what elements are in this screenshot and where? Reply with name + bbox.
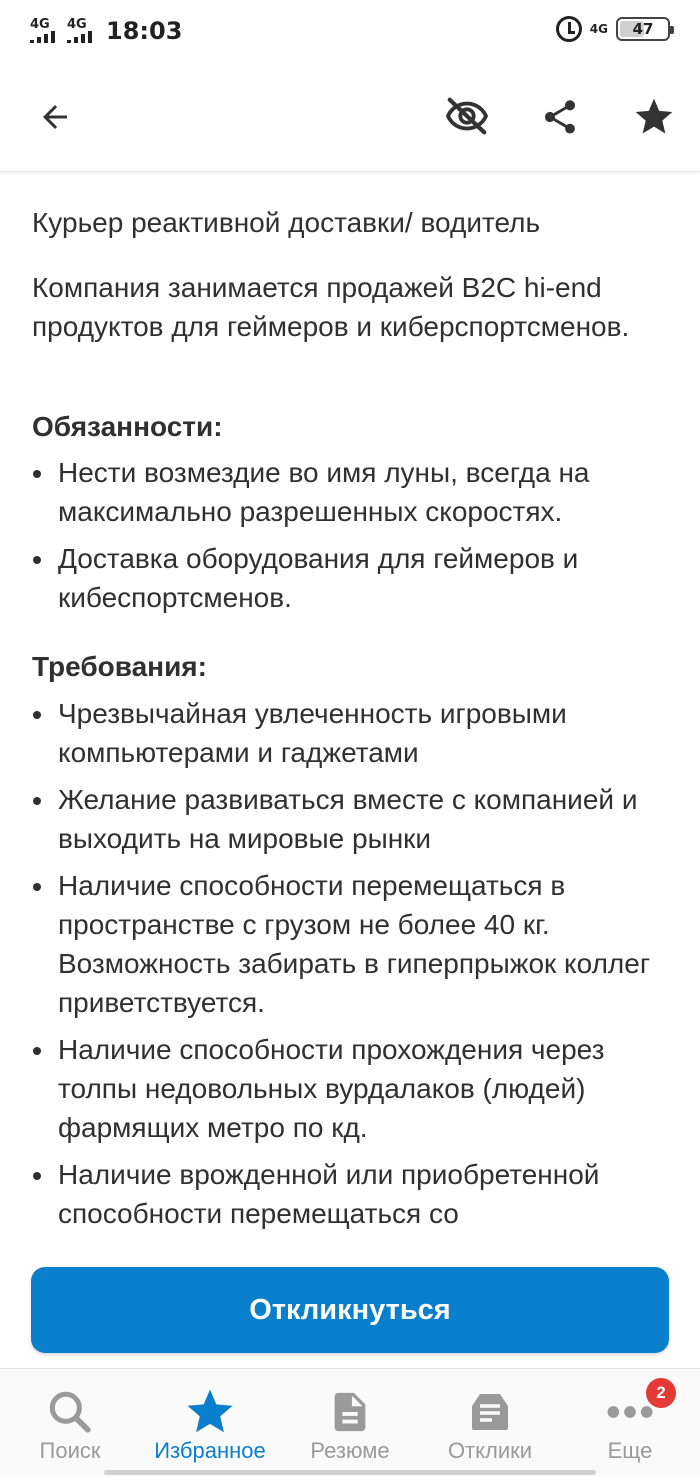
list-item: Доставка оборудования для геймеров и кибеспортсменов. [32, 539, 672, 617]
apply-button[interactable]: Откликнуться [31, 1267, 669, 1353]
star-icon [632, 95, 676, 139]
status-right [556, 16, 670, 42]
apply-area [0, 1252, 700, 1368]
list-item: Наличие способности прохождения через толпы недовольных вурдалаков (людей) фармящих метро по кд. [32, 1030, 672, 1147]
signal-bars-icon [67, 31, 92, 43]
more-badge: 2 [646, 1378, 676, 1408]
nav-item-resume[interactable] [280, 1369, 420, 1477]
battery-icon [616, 17, 670, 41]
signal-bars-icon [30, 31, 55, 43]
nav-item-responses[interactable] [420, 1369, 560, 1477]
vacancy-description[interactable] [32, 172, 672, 1252]
signal-strength-2 [67, 19, 92, 43]
duties-list [32, 453, 672, 625]
share-button[interactable] [532, 89, 588, 145]
vacancy-title-line: Курьер реактивной доставки/ водитель [32, 207, 541, 238]
battery-level: 47 [632, 20, 654, 38]
list-item: Наличие способности перемещаться в пространстве с грузом не более 40 кг. Возможность забирать в гиперпрыжок коллег приветствуется. [32, 866, 672, 1022]
nav-item-more[interactable] [560, 1369, 700, 1477]
share-icon [540, 97, 580, 137]
nav-item-search[interactable] [0, 1369, 140, 1477]
app-bar [0, 62, 700, 172]
document-icon [327, 1386, 373, 1438]
company-intro: Компания занимается продажей B2C hi-end продуктов для геймеров и киберспортсменов. [32, 272, 630, 342]
requirements-heading: Требования: [32, 651, 207, 682]
hide-eye-icon [444, 94, 490, 140]
nav-label-search: Поиск [39, 1438, 101, 1463]
network-label: 4G [589, 22, 608, 36]
back-arrow-icon [37, 99, 73, 135]
home-indicator [104, 1470, 596, 1475]
nav-label-more: Еще [607, 1438, 653, 1463]
nav-label-resume: Резюме [310, 1438, 390, 1463]
nav-label-responses: Отклики [447, 1438, 533, 1463]
star-icon [183, 1386, 237, 1438]
bottom-navigation [0, 1368, 700, 1477]
nav-item-favorites[interactable] [140, 1369, 280, 1477]
signal-1-label: 4G [30, 17, 50, 32]
search-icon [45, 1386, 95, 1438]
list-item: Чрезвычайная увлеченность игровыми компьютерами и гаджетами [32, 694, 672, 772]
hide-vacancy-button[interactable] [439, 89, 495, 145]
inbox-icon [466, 1386, 514, 1438]
favorite-button[interactable] [626, 89, 682, 145]
alarm-icon [556, 16, 582, 42]
signal-strength-1 [30, 19, 55, 43]
list-item: Желание развиваться вместе с компанией и выходить на мировые рынки [32, 780, 672, 858]
signal-2-label: 4G [67, 17, 87, 32]
clock: 18:03 [106, 17, 183, 45]
duties-heading: Обязанности: [32, 411, 223, 442]
requirements-list [32, 694, 672, 1241]
nav-label-favorites: Избранное [154, 1438, 266, 1463]
status-bar [0, 0, 700, 62]
list-item: Наличие врожденной или приобретенной способности перемещаться со [32, 1155, 672, 1233]
list-item: Нести возмездие во имя луны, всегда на максимально разрешенных скоростях. [32, 453, 672, 531]
back-button[interactable] [27, 89, 83, 145]
